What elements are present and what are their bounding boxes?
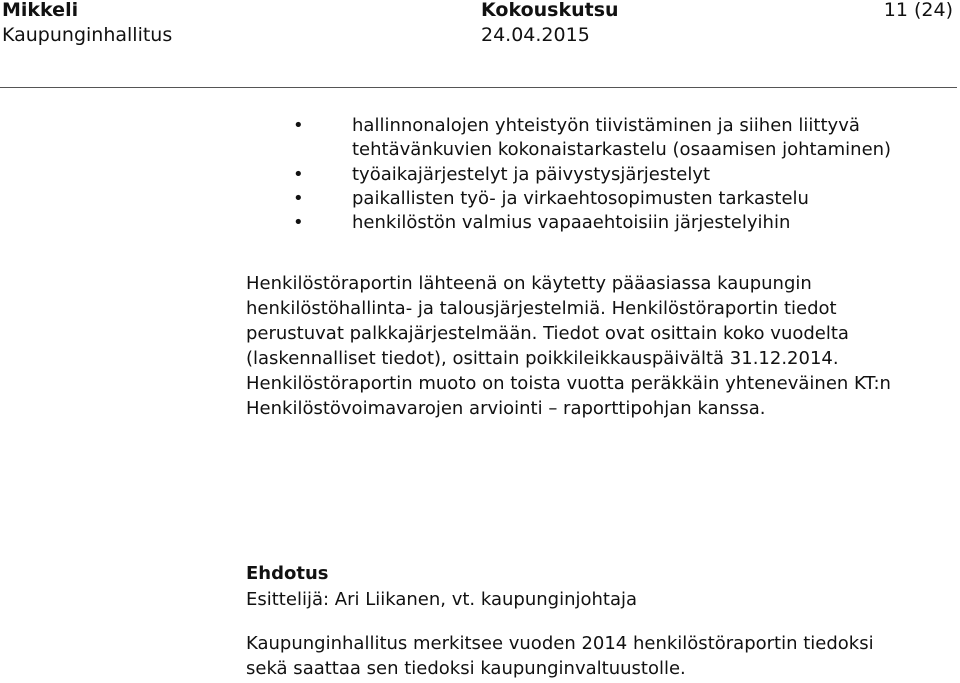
list-item-text: työaikajärjestelyt ja päivystysjärjestelyt [352, 163, 711, 185]
decision-text: Kaupunginhallitus merkitsee vuoden 2014 henkilöstöraportin tiedoksi sekä saattaa sen tiedoksi kaupunginvaltuustolle. [246, 633, 874, 679]
document-type: Kokouskutsu [481, 0, 619, 21]
meeting-body: Kaupunginhallitus [2, 24, 173, 46]
proposal-heading: Ehdotus [246, 563, 329, 584]
bullet-list [0, 114, 960, 235]
list-item [0, 114, 912, 163]
header-divider [0, 87, 957, 88]
list-item [0, 187, 912, 211]
list-item [0, 163, 912, 187]
bullet-marker: • [293, 163, 304, 185]
report-description: Henkilöstöraportin lähteenä on käytetty pääasiassa kaupungin henkilöstöhallinta- ja talousjärjestelmiä. Henkilöstöraportin tiedot perustuvat palkkajärjestelmään. Tiedot ovat osittain koko vuodelta (laskennalliset tiedot), osittain poikkileikkauspäivältä 31.12.2014. Henkilöstöraportin muoto on toista vuotta peräkkäin yhteneväinen KT:n Henkilöstövoimavarojen arviointi – raporttipohjan kanssa. [246, 273, 891, 419]
meeting-date: 24.04.2015 [481, 24, 590, 46]
list-item-text: hallinnonalojen yhteistyön tiivistäminen ja siihen liittyvä tehtävänkuvien kokonaistarkastelu (osaamisen johtaminen) [352, 115, 892, 161]
organization-name: Mikkeli [2, 0, 79, 21]
list-item-text: paikallisten työ- ja virkaehtosopimusten tarkastelu [352, 187, 809, 209]
bullet-marker: • [293, 212, 304, 234]
page-number: 11 (24) [883, 0, 953, 21]
presenter-line: Esittelijä: Ari Liikanen, vt. kaupunginjohtaja [246, 589, 638, 610]
bullet-marker: • [293, 115, 304, 136]
list-item [0, 211, 912, 235]
list-item-text: henkilöstön valmius vapaaehtoisiin järjestelyihin [352, 212, 791, 234]
bullet-marker: • [293, 187, 304, 209]
